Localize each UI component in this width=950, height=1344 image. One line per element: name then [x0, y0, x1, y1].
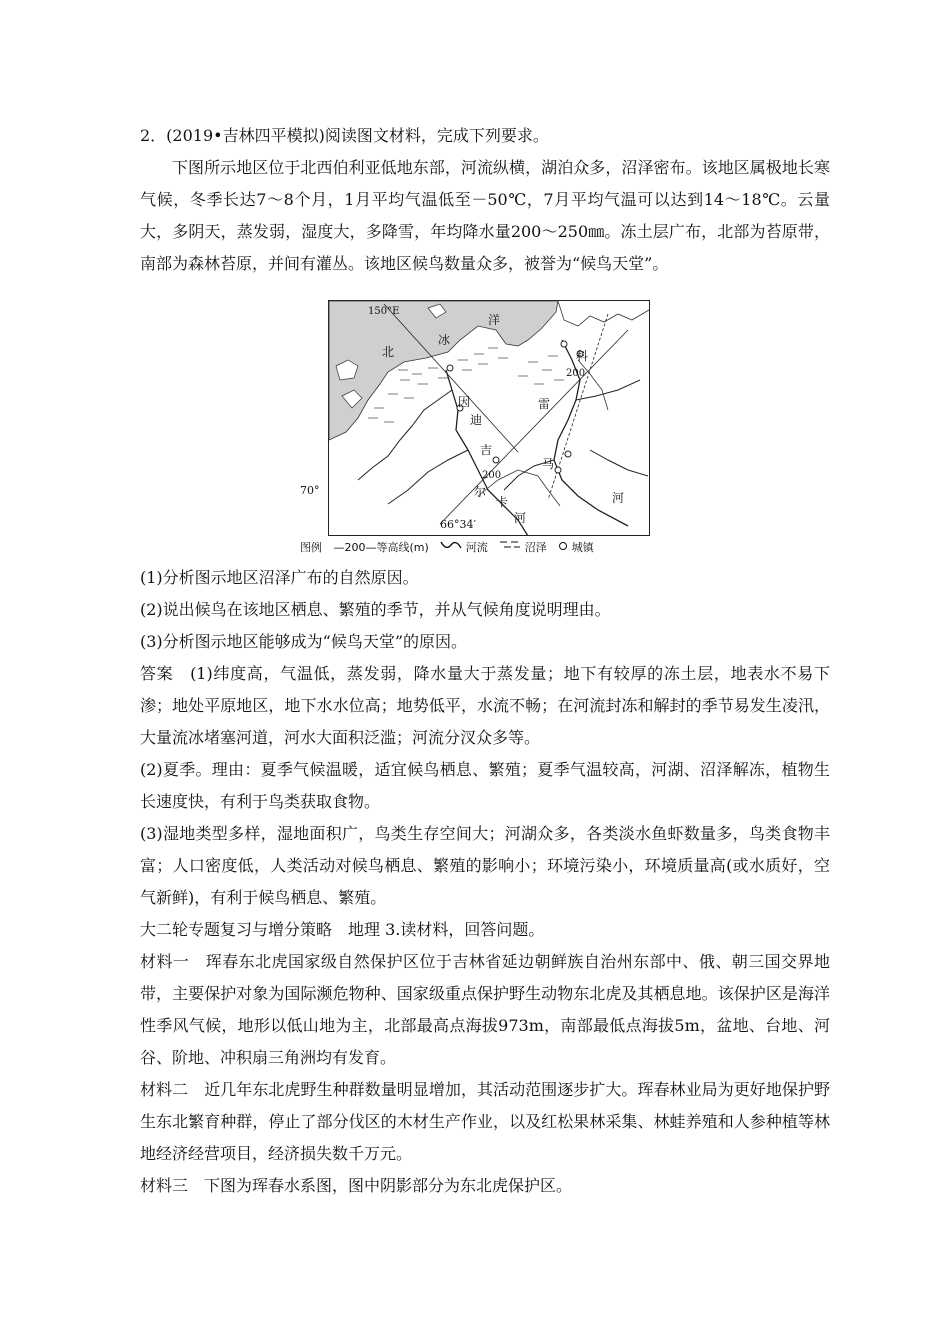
legend-marsh: 沼泽: [524, 541, 547, 554]
map-figure: [300, 296, 650, 566]
indigirka-label-4: 尔: [474, 485, 487, 499]
sub-question-3: (3)分析图示地区能够成为“候鸟天堂”的原因。: [140, 632, 468, 651]
sub-question-1: (1)分析图示地区沼泽广布的自然原因。: [140, 568, 419, 587]
lat-label: 70°: [300, 484, 320, 497]
indigirka-label-1: 因: [458, 395, 471, 409]
material-1: 材料一 珲春东北虎国家级自然保护区位于吉林省延边朝鲜族自治州东部中、俄、朝三国交界地带，主要保护对象为国际濒危物种、国家级重点保护野生动物东北虎及其栖息地。该保护区是海洋性季风气候，地形以低山地为主，北部最高点海拔973m，南部最低点海拔5m，盆地、台地、河谷、阶地、冲积扇三角洲均有发育。: [140, 952, 830, 1067]
kolyma-label: 科: [576, 349, 589, 363]
legend-river: 河流: [465, 541, 488, 554]
material-2: 材料二 近几年东北虎野生种群数量明显增加，其活动范围逐步扩大。珲春林业局为更好地保护野生东北繁育种群，停止了部分伐区的木材生产作业，以及红松果林采集、林蛙养殖和人参种植等林地经济经营项目，经济损失数千万元。: [140, 1080, 830, 1163]
indigirka-label-2: 迪: [470, 413, 483, 427]
legend-town: 城镇: [571, 541, 594, 554]
map-svg: [328, 300, 650, 536]
question-heading: 2．(2019•吉林四平模拟)阅读图文材料，完成下列要求。: [140, 126, 549, 145]
sub-question-2: (2)说出候鸟在该地区栖息、繁殖的季节，并从气候角度说明理由。: [140, 600, 611, 619]
question-intro: 下图所示地区位于北西伯利亚低地东部，河流纵横，湖泊众多，沼泽密布。该地区属极地长寒气候，冬季长达7～8个月，1月平均气温低至－50℃，7月平均气温可以达到14～18℃。云量大，多阴天，蒸发弱，湿度大，多降雪，年均降水量200～250㎜。冻土层广布，北部为苔原带，南部为森林苔原，并间有灌丛。该地区候鸟数量众多，被誉为“候鸟天堂”。: [140, 158, 830, 273]
map-legend: [300, 536, 650, 560]
answer-part-1: 答案 (1)纬度高，气温低，蒸发弱，降水量大于蒸发量；地下有较厚的冻土层，地表水不易下渗；地处平原地区，地下水水位高；地势低平，水流不畅；在河流封冻和解封的季节易发生凌汛，大量流冰堵塞河道，河水大面积泛滥；河流分汊众多等。: [140, 664, 830, 747]
legend-title: 图例: [300, 541, 322, 554]
leima-label-3: 河: [612, 491, 625, 505]
question-block: [140, 120, 830, 280]
next-question-line: 大二轮专题复习与增分策略 地理 3.读材料，回答问题。: [140, 920, 545, 939]
lon-label: 150°E: [368, 306, 400, 317]
answer-part-3: (3)湿地类型多样，湿地面积广，鸟类生存空间大；河湖众多，各类淡水鱼虾数量多，鸟类食物丰富；人口密度低，人类活动对候鸟栖息、繁殖的影响小；环境污染小，环境质量高(或水质好，空气新鲜)，有利于候鸟栖息、繁殖。: [140, 824, 830, 907]
indigirka-label-5: 卡: [496, 495, 509, 509]
answer-label: 答案: [140, 664, 174, 683]
town-icon: [558, 536, 568, 560]
arctic-circle-label: 66°34′: [440, 518, 476, 531]
indigirka-label-6: 河: [514, 511, 527, 525]
legend-contour: —200—等高线(m): [333, 541, 429, 554]
sub-questions-block: [140, 562, 830, 1202]
answer-part-2: (2)夏季。理由：夏季气候温暖，适宜候鸟栖息、繁殖；夏季气温较高，河湖、沼泽解冻，植物生长速度快，有利于鸟类获取食物。: [140, 760, 830, 811]
indigirka-label-3: 吉: [480, 443, 493, 457]
ocean-label-1: 北: [382, 345, 395, 359]
river-icon: [440, 536, 462, 560]
ocean-label-2: 冰: [438, 333, 451, 347]
leima-label-2: 马: [542, 457, 555, 471]
ocean-label-3: 洋: [488, 313, 501, 327]
marsh-icon: [499, 536, 521, 560]
leima-label-1: 雷: [538, 397, 551, 411]
material-3: 材料三 下图为珲春水系图，图中阴影部分为东北虎保护区。: [140, 1176, 573, 1195]
contour-value-label-2: 200: [482, 470, 502, 481]
contour-value-label-1: 200: [566, 368, 586, 379]
